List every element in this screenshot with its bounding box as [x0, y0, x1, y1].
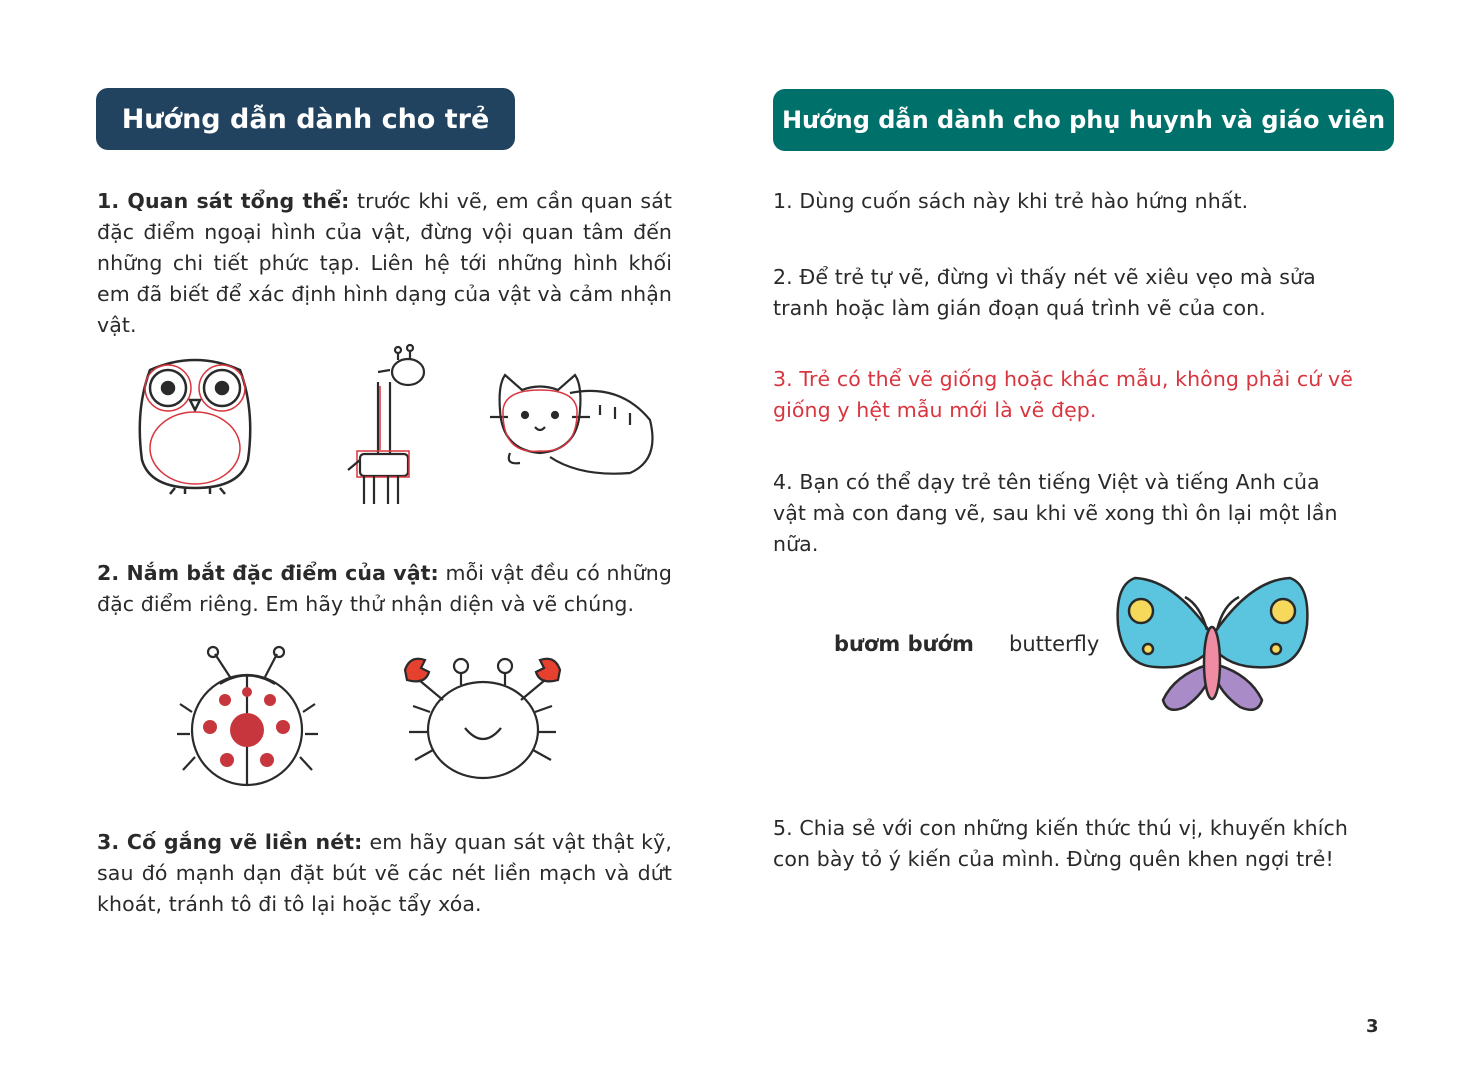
child-tip-2	[97, 558, 672, 620]
parent-tip-5: 5. Chia sẻ với con những kiến thức thú vị, khuyến khích con bày tỏ ý kiến của mình. Đừng quên khen ngợi trẻ!	[773, 816, 1349, 871]
tip-text: mỗi vật đều có những đặc điểm riêng. Em hãy thử nhận diện và vẽ chúng.	[97, 561, 672, 616]
tip-heading: 3. Cố gắng vẽ liền nét:	[97, 830, 363, 854]
english-word: butterfly	[1009, 632, 1100, 656]
ladybug-drawing	[175, 642, 325, 792]
parent-tip-3: 3. Trẻ có thể vẽ giống hoặc khác mẫu, không phải cứ vẽ giống y hệt mẫu mới là vẽ đẹp.	[773, 367, 1353, 422]
page-number: 3	[1366, 1016, 1379, 1037]
children-guide-header: Hướng dẫn dành cho trẻ	[96, 88, 515, 150]
child-tip-3	[97, 827, 672, 920]
parent-tip-2: 2. Để trẻ tự vẽ, đừng vì thấy nét vẽ xiêu vẹo mà sửa tranh hoặc làm gián đoạn quá trình vẽ của con.	[773, 265, 1316, 320]
tip-heading: 2. Nắm bắt đặc điểm của vật:	[97, 561, 439, 585]
tip-heading: 1. Quan sát tổng thể:	[97, 189, 350, 213]
cat-drawing	[490, 365, 660, 485]
parents-guide-header: Hướng dẫn dành cho phụ huynh và giáo viên	[773, 89, 1394, 151]
parent-tip-1: 1. Dùng cuốn sách này khi trẻ hào hứng nhất.	[773, 189, 1249, 213]
tip-text: trước khi vẽ, em cần quan sát đặc điểm ngoại hình của vật, đừng vội quan tâm đến những chi tiết phức tạp. Liên hệ tới những hình khối em đã biết để xác định hình dạng của vật và cảm nhận vật.	[97, 189, 672, 337]
crab-drawing	[395, 650, 570, 785]
child-tip-1	[97, 186, 672, 341]
giraffe-drawing	[340, 342, 430, 507]
tip-text: em hãy quan sát vật thật kỹ, sau đó mạnh dạn đặt bút vẽ các nét liền mạch và dứt khoát, tránh tô đi tô lại hoặc tẩy xóa.	[97, 830, 672, 916]
vietnamese-word: bươm bướm	[834, 632, 974, 656]
owl-drawing	[130, 350, 260, 495]
parent-tip-4: 4. Bạn có thể dạy trẻ tên tiếng Việt và tiếng Anh của vật mà con đang vẽ, sau khi vẽ xong thì ôn lại một lần nữa.	[773, 470, 1338, 556]
butterfly-drawing	[1115, 575, 1310, 717]
